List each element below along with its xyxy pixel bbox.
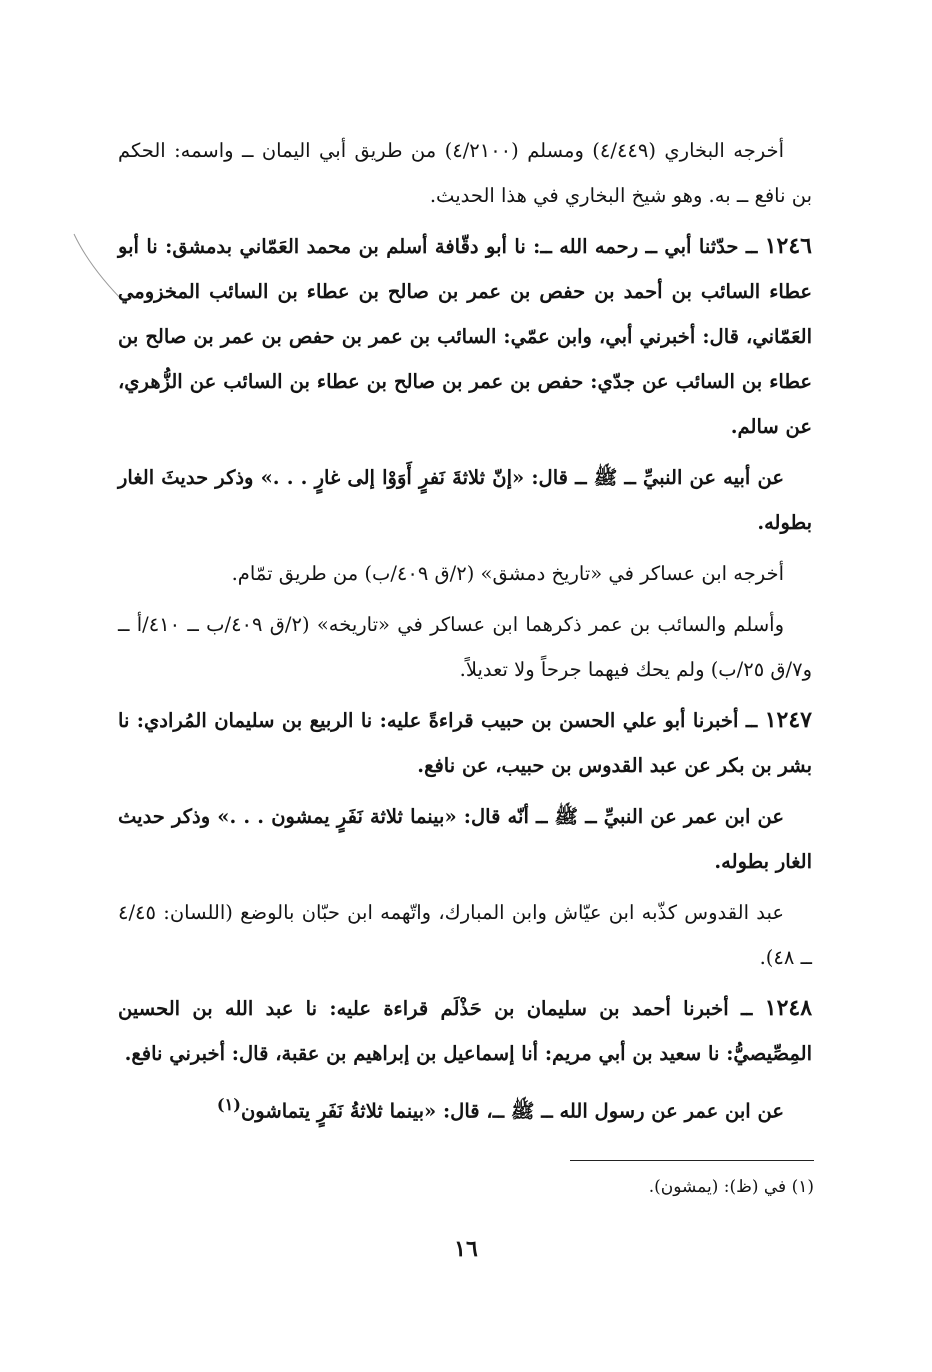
entry-isnad: ــ أخبرنا أبو علي الحسن بن حبيب قراءةً عليه: نا الربيع بن سليمان المُرادي: نا بشر بن بكر عن عبد القدوس بن حبيب، عن نافع.	[118, 709, 812, 777]
takhrij-note-3: وأسلم والسائب بن عمر ذكرهما ابن عساكر في «تاريخه» (٢/ق ٤٠٩/ب ــ ٤١٠/أ ــ و٧/ق ٢٥/ب) ولم يحك فيهما جرحاً ولا تعديلاً.	[118, 613, 812, 681]
takhrij-note-1: أخرجه البخاري (٤/٤٤٩) ومسلم (٤/٢١٠٠) من طريق أبي اليمان ــ واسمه: الحكم بن نافع ــ به. وهو شيخ البخاري في هذا الحديث.	[118, 139, 812, 207]
entry-number: ١٢٤٧	[764, 707, 812, 733]
hadith-matn-1246: عن أبيه عن النبيِّ ــ ﷺ ــ قال: «إنّ ثلاثةَ نَفرٍ أَوَوْا إلى غارٍ . . .» وذكر حديثَ الغار بطوله.	[118, 466, 812, 534]
hadith-matn-1247: عن ابن عمر عن النبيِّ ــ ﷺ ــ أنّه قال: «بينما ثلاثة نَفَرٍ يمشون . . .» وذكر حديث الغار بطوله.	[118, 805, 812, 873]
entry-number: ١٢٤٨	[764, 995, 813, 1021]
hadith-entry-1248	[118, 986, 812, 1076]
entry-isnad: ــ أخبرنا أحمد بن سليمان بن حَذْلَم قراءة عليه: نا عبد الله بن الحسين المِصِّيصيُّ: نا سعيد بن أبي مريم: أنا إسماعيل بن إبراهيم بن عقبة، قال: أخبرني نافع.	[118, 997, 812, 1065]
entry-isnad: ــ حدّثنا أبي ــ رحمه الله ــ: نا أبو دقّافة أسلم بن محمد العَمّاني بدمشق: نا أبو عطاء السائب بن أحمد بن حفص بن عمر بن صالح بن عطاء بن السائب المخزومي العَمّاني، قال: أخبرني أبي، وابن عمّي: السائب بن عمر بن حفص بن عمر بن صالح بن عطاء بن السائب عن جدّي: حفص بن عمر بن صالح بن عطاء بن السائب عن الزُّهري، عن سالم.	[118, 235, 812, 438]
footnote-reference: (١)	[216, 1095, 241, 1114]
footnote: (١) في (ظ): (يمشون).	[648, 1177, 814, 1197]
page-number: ١٦	[454, 1236, 478, 1262]
hadith-entry-1247	[118, 698, 812, 788]
takhrij-note-2: أخرجه ابن عساكر في «تاريخ دمشق» (٢/ق ٤٠٩/ب) من طريق تمّام.	[231, 562, 784, 585]
entry-number: ١٢٤٦	[764, 233, 812, 259]
matn-text: عن ابن عمر عن رسول الله ــ ﷺ ــ، قال: «بينما ثلاثةُ نَفَرٍ يتماشون	[240, 1099, 784, 1123]
hadith-matn-1248	[118, 1082, 812, 1134]
hadith-entry-1246	[118, 224, 812, 449]
footnote-divider	[570, 1160, 814, 1161]
main-text-block	[118, 128, 812, 1140]
takhrij-note-4: عبد القدوس كذّبه ابن عيّاش وابن المبارك، واتّهمه ابن حبّان بالوضع (اللسان: ٤/٤٥ ــ ٤٨).	[118, 901, 812, 969]
